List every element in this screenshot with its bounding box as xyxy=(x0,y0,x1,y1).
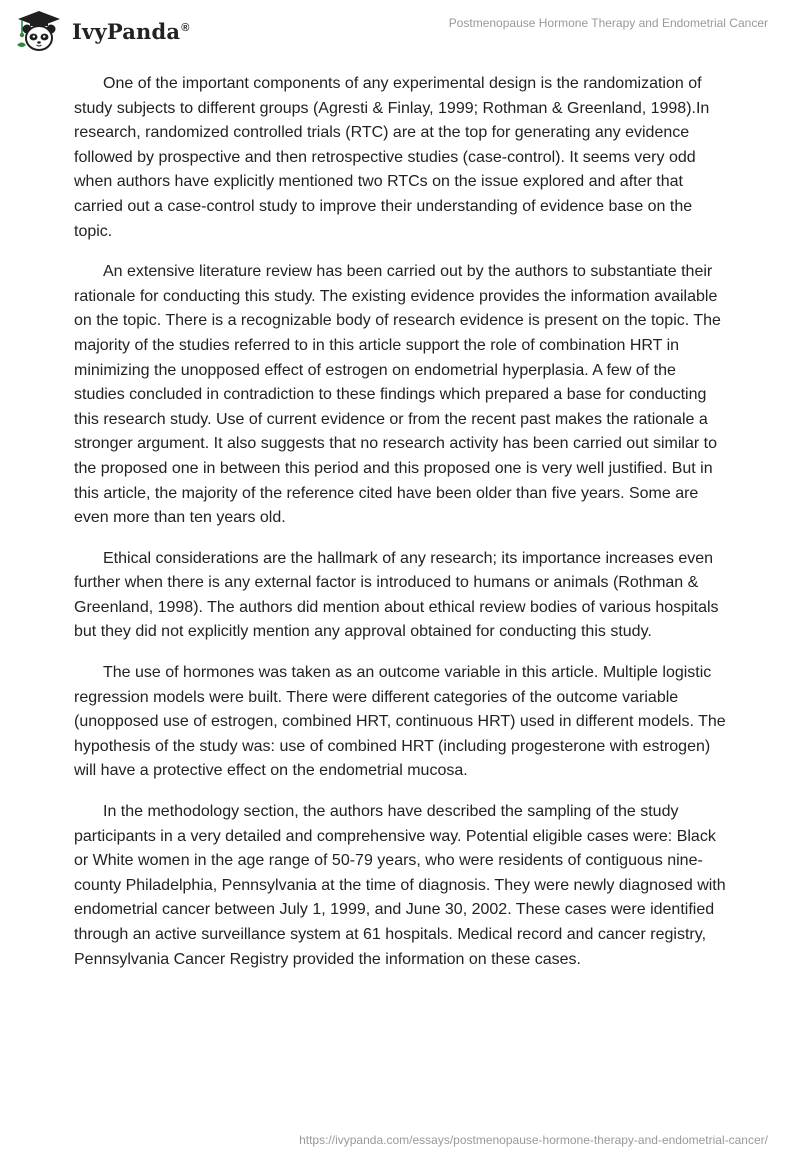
brand-logo[interactable] xyxy=(14,9,190,53)
registered-mark: ® xyxy=(181,21,190,34)
page-header xyxy=(0,0,800,60)
paragraph: The use of hormones was taken as an outcome variable in this article. Multiple logistic regression models were built. There were different categories of the outcome variable (unopposed use of estrogen, combined HRT, continuous HRT) used in different models. The hypothesis of the study was: use of combined HRT (including progesterone with estrogen) will have a protective effect on the endometrial mucosa. xyxy=(74,664,726,780)
essay-body xyxy=(74,72,726,988)
document-title: Postmenopause Hormone Therapy and Endometrial Cancer xyxy=(448,16,768,30)
source-url[interactable]: https://ivypanda.com/essays/postmenopause-hormone-therapy-and-endometrial-cancer/ xyxy=(299,1133,768,1147)
paragraph: An extensive literature review has been carried out by the authors to substantiate their rationale for conducting this study. The existing evidence provides the information available on the topic. There is a recognizable body of research evidence is present on the topic. The majority of the studies referred to in this article support the role of combination HRT in minimizing the unopposed effect of estrogen on endometrial hyperplasia. A few of the studies concluded in contradiction to these findings which prepared a base for conducting this research study. Use of current evidence or from the recent past makes the rationale a stronger argument. It also suggests that no research activity has been carried out similar to the proposed one in between this period and this proposed one is very well justified. But in this article, the majority of the reference cited have been older than five years. Some are even more than ten years old. xyxy=(74,263,721,527)
paragraph: One of the important components of any experimental design is the randomization of study subjects to different groups (Agresti & Finlay, 1999; Rothman & Greenland, 1998).In research, randomized controlled trials (RTC) are at the top for generating any evidence followed by prospective and then retrospective studies (case-control). It seems very odd when authors have explicitly mentioned two RTCs on the issue explored and after that carried out a case-control study to improve their understanding of evidence base on the topic. xyxy=(74,75,710,240)
brand-name: IvyPanda® xyxy=(72,18,190,44)
panda-graduate-logo-icon xyxy=(14,9,64,53)
paragraph: In the methodology section, the authors have described the sampling of the study participants in a very detailed and comprehensive way. Potential eligible cases were: Black or White women in the age range of 50-79 years, who were residents of contiguous nine-county Philadelphia, Pennsylvania at the time of diagnosis. They were newly diagnosed with endometrial cancer between July 1, 1999, and June 30, 2002. These cases were identified through an active surveillance system at 61 hospitals. Medical record and cancer registry, Pennsylvania Cancer Registry provided the information on these cases. xyxy=(74,803,726,968)
paragraph: Ethical considerations are the hallmark of any research; its importance increases even further when there is any external factor is introduced to humans or animals (Rothman & Greenland, 1998). The authors did mention about ethical review bodies of various hospitals but they did not explicitly mention any approval obtained for conducting this study. xyxy=(74,549,719,641)
